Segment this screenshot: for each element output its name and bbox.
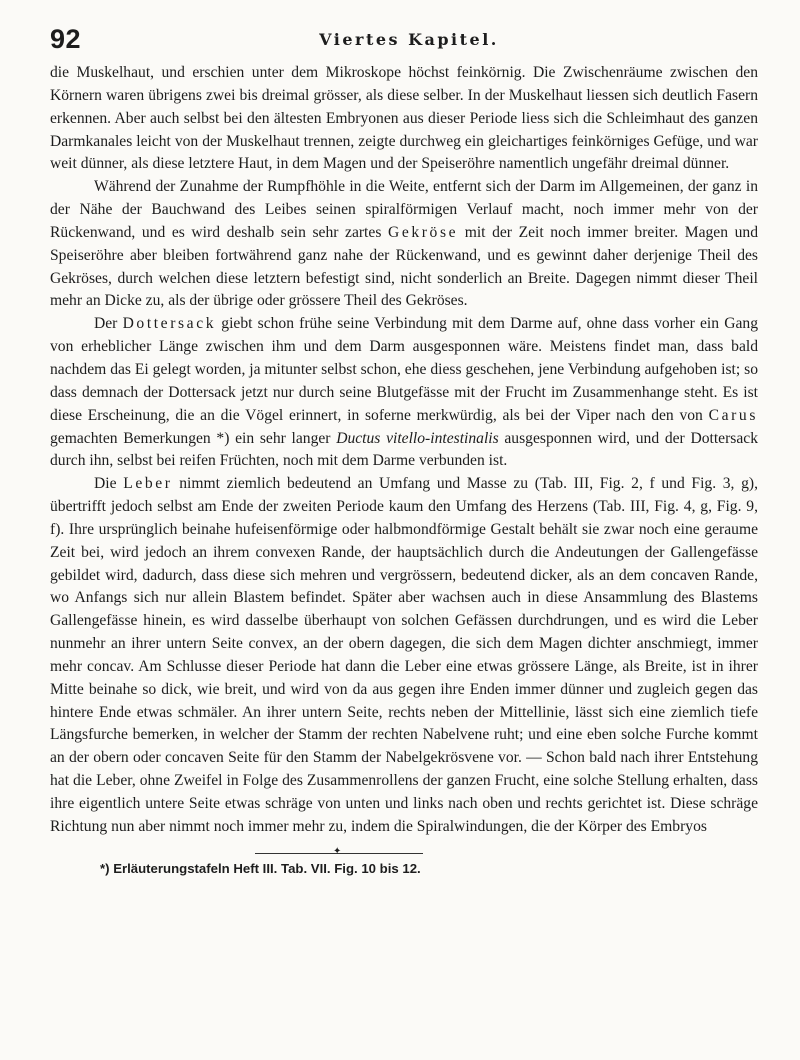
paragraph-gekroese-text-b: mit der Zeit noch immer breiter. Magen und Speiseröhre aber bleiben fortwährend ganz nahe der Rückenwand, und es gewinnt daher derjenige Theil des Gekröses, durch welchen diese letztern befestigt sind, nicht sonderlich an Breite. Dagegen nimmt dieser Theil mehr an Dicke zu, als der übrige oder grössere Theil des Gekröses. — [50, 223, 758, 310]
separator-ornament: ✦ — [333, 845, 342, 857]
paragraph-dottersack-text-c: ausgesponnen wird, und der Dottersack durch ihn, selbst bei reifen Früchten, noch mit dem Darme verbunden ist. — [50, 429, 758, 470]
footnote-separator — [50, 845, 758, 859]
page-header — [50, 20, 758, 62]
page-number: 92 — [50, 24, 82, 54]
paragraph-leber-text: nimmt ziemlich bedeutend an Umfang und Masse zu (Tab. III, Fig. 2, f und Fig. 3, g), übertrifft jedoch selbst am Ende der zweiten Periode kaum den Umfang des Herzens (Tab. III, Fig. 4, g, Fig. 9, f). Ihre ursprünglich beinahe hufeisenförmige oder halbmondförmige Gestalt behält sie zwar noch eine geraume Zeit bei, wird jedoch an ihrem convexen Rande, der hauptsächlich durch die Andeutungen der Gallengefässe gebildet wird, dadurch, dass diese sich mehren und vergrössern, bedeutend dicker, als an dem concaven Rande, wo Anfangs sich nur allein Blastem befindet. Später aber wachsen auch in diese Ansammlung des Blastems Gallengefässe hinein, es wird dasselbe überhaupt von solchen Gefässen durchdrungen, und es wird die Leber nunmehr an ihrer untern Seite convex, an der obern dagegen, die sich dem Magen dichter anschmiegt, immer mehr concav. Am Schlusse dieser Periode hat dann die Leber eine etwas grössere Länge, als Breite, ist in ihrer Mitte beinahe so dick, wie breit, und wird von da aus gegen ihre Enden immer dünner und zugleich gegen das hintere Ende etwas schmäler. An ihrer untern Seite, rechts neben der Mittellinie, lässt sich eine ziemlich tiefe Längsfurche bemerken, in welcher der Stamm der rechten Nabelvene ruht; und eine eben solche Furche kommt an der obern oder concaven Seite für den Stamm der Nabelgekrösvene vor. — Schon bald nach ihrer Entstehung hat die Leber, ohne Zweifel in Folge des Zusammenrollens der ganzen Frucht, eine solche Stellung erhalten, dass ihre eigentlich untere Seite etwas schräge von unten und links nach oben und rechts gerichtet ist. Diese schräge Richtung nun aber nimmt noch immer mehr zu, indem die Spiralwindungen, die der Körper des Embryos — [50, 475, 759, 835]
paragraph-dottersack-lead: Der — [94, 315, 118, 333]
running-head: Viertes Kapitel. — [319, 30, 499, 49]
paragraph-dottersack-text-a: giebt schon frühe seine Verbindung mit dem Darme auf, ohne dass vorher ein Gang von erheblicher Länge zwischen ihm und dem Darm ausgesponnen wäre. Meistens findet man, dass bald nachdem das Ei gelegt worden, ja mitunter selbst schon, ehe diess geschehen, jene Verbindung aufgehoben ist; so dass demnach der Dottersack jetzt nur durch seine Blutgefässe mit der Frucht im Zusammenhange steht. Es ist diese Erscheinung, die an die Vögel erinnert, in soferne merkwürdig, als bei der Viper nach den von — [50, 315, 758, 424]
term-dottersack: Dottersack — [122, 315, 217, 333]
paragraph-gekroese — [50, 176, 758, 313]
paragraph-dottersack — [50, 313, 758, 473]
paragraph-dottersack-text-b: gemachten Bemerkungen *) ein sehr langer — [50, 429, 331, 447]
author-carus: Carus — [708, 406, 758, 424]
term-gekroese: Gekröse — [387, 223, 459, 241]
paragraph-leber — [50, 473, 758, 839]
paragraph-leber-lead: Die — [94, 475, 117, 493]
term-ductus: Ductus vitello-intestinalis — [336, 429, 499, 447]
term-leber: Leber — [123, 475, 173, 493]
footnote: *) Erläuterungstafeln Heft III. Tab. VII. Fig. 10 bis 12. — [100, 860, 421, 876]
paragraph-gekroese-text-a: Während der Zunahme der Rumpfhöhle in die Weite, entfernt sich der Darm im Allgemeinen, der ganz in der Nähe der Bauchwand des Leibes seinen spiralförmigen Verlauf macht, noch immer mehr von der Rückenwand, und es wird deshalb sein sehr zartes — [50, 178, 758, 241]
body-text — [50, 62, 758, 839]
paragraph-muskelhaut: die Muskelhaut, und erschien unter dem Mikroskope höchst feinkörnig. Die Zwischenräume zwischen den Körnern waren übrigens zwei bis dreimal grösser, als diese selber. In der Muskelhaut liessen sich deutlich Fasern erkennen. Aber auch selbst bei den ältesten Embryonen aus dieser Periode liess sich die Schleimhaut des ganzen Darmkanales leicht von der Muskelhaut trennen, zeigte durchweg ein gleichartiges feinkörniges Gefüge, und war weit dünner, als diese letztere Haut, in dem Magen und der Speiseröhre namentlich ungefähr dreimal dünner. — [50, 64, 758, 173]
